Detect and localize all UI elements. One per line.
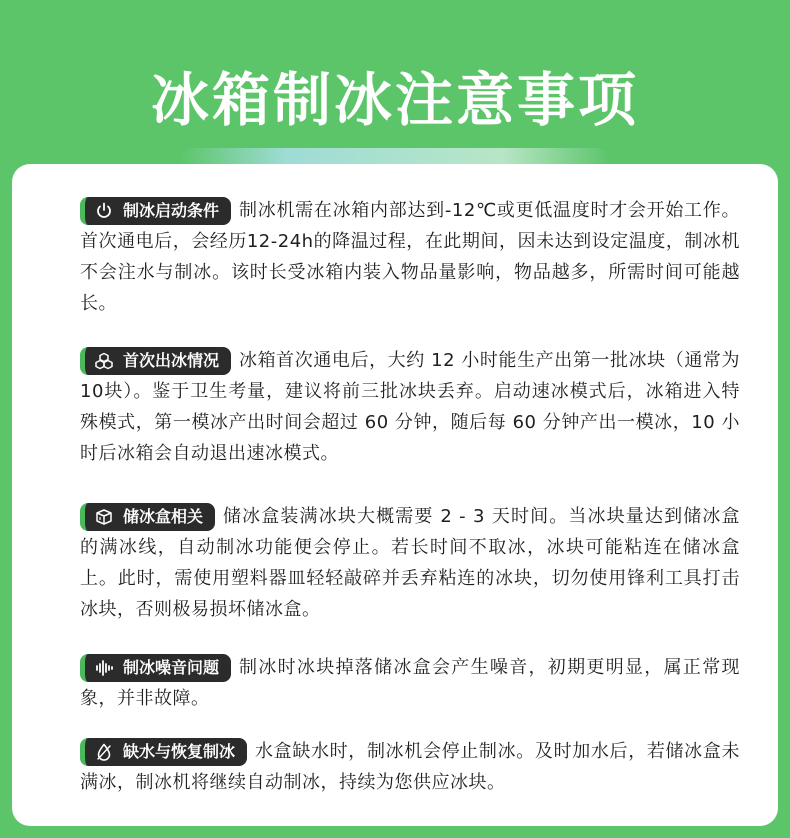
section-tag (80, 503, 215, 531)
section-ice-noise (80, 652, 740, 714)
section-tag (80, 347, 231, 375)
section-tag (80, 738, 247, 766)
power-icon (93, 200, 115, 222)
section-tag-label: 储冰盒相关 (123, 507, 204, 526)
section-text: 水盒缺水时，制冰机会停止制冰。及时加水后，若储冰盒未满冰，制冰机将继续自动制冰，持续为您供应冰块。 (80, 741, 740, 793)
section-text: 冰箱首次通电后，大约 12 小时能生产出第一批冰块（通常为10块）。鉴于卫生考量，建议将前三批冰块丢弃。启动速冰模式后，冰箱进入特殊模式，第一模冰产出时间会超过 60 分钟，随后每 60 分钟产出一模冰，10 小时后冰箱会自动退出速冰模式。 (80, 350, 740, 464)
section-text: 制冰时冰块掉落储冰盒会产生噪音，初期更明显，属正常现象，并非故障。 (80, 657, 740, 709)
section-tag-label: 首次出冰情况 (123, 351, 220, 370)
section-ice-start-conditions (80, 195, 740, 319)
content-card (12, 164, 778, 826)
section-tag (80, 197, 231, 225)
section-ice-box (80, 501, 740, 625)
ice-box-icon (93, 506, 115, 528)
ice-cubes-icon (93, 350, 115, 372)
section-tag-label: 制冰噪音问题 (123, 658, 220, 677)
page-title: 冰箱制冰注意事项 (150, 66, 639, 134)
section-water-shortage (80, 736, 740, 798)
water-drop-icon (93, 741, 115, 763)
section-tag-label: 缺水与恢复制冰 (123, 742, 236, 761)
section-text: 储冰盒装满冰块大概需要 2 - 3 天时间。当冰块量达到储冰盒的满冰线，自动制冰功能便会停止。若长时间不取冰，冰块可能粘连在储冰盒上。此时，需使用塑料器皿轻轻敲碎并丢弃粘连的冰块，切勿使用锋利工具打击冰块，否则极易损坏储冰盒。 (80, 506, 740, 620)
section-tag-label: 制冰启动条件 (123, 201, 220, 220)
section-first-ice-output (80, 345, 740, 469)
section-text: 制冰机需在冰箱内部达到-12℃或更低温度时才会开始工作。首次通电后，会经历12-24h的降温过程，在此期间，因未达到设定温度，制冰机不会注水与制冰。该时长受冰箱内装入物品量影响，物品越多，所需时间可能越长。 (80, 200, 740, 314)
section-tag (80, 654, 231, 682)
sound-wave-icon (93, 657, 115, 679)
